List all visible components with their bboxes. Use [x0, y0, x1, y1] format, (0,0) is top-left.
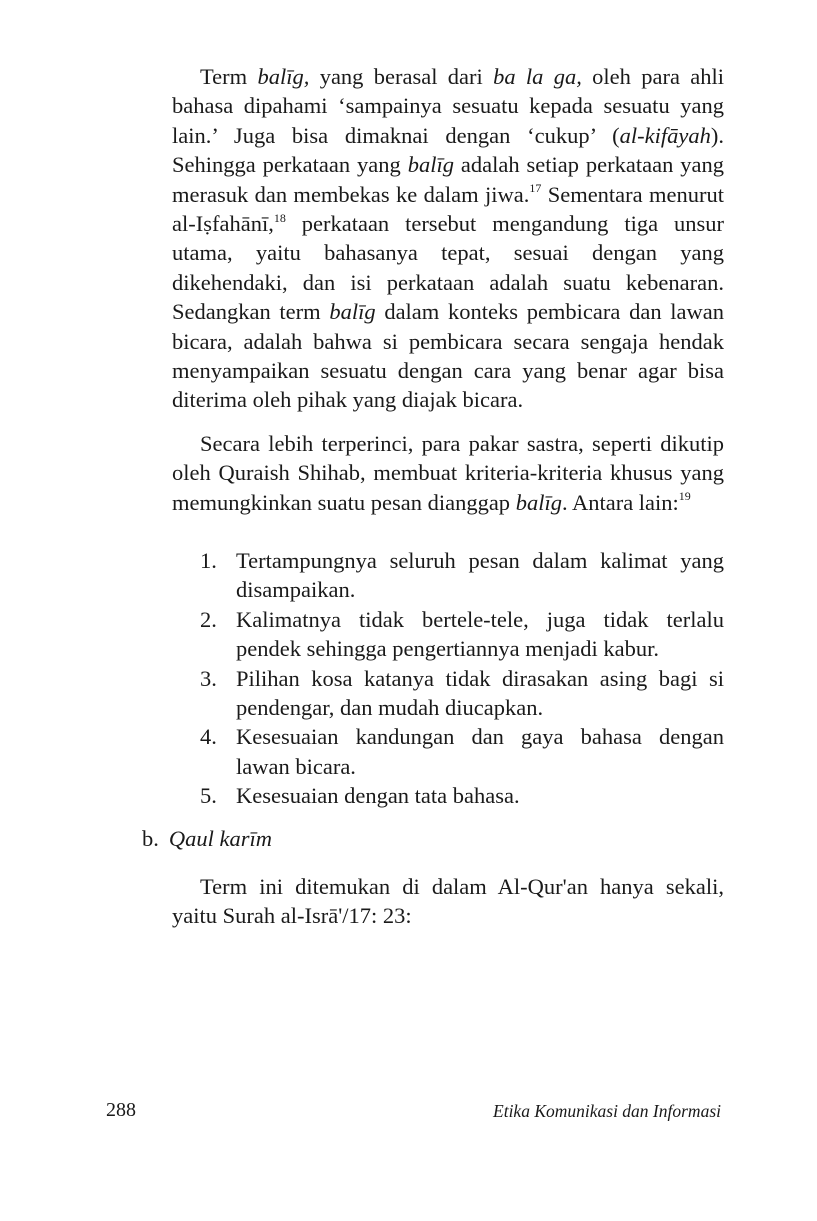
page-number: 288	[106, 1099, 136, 1121]
paragraph-text: Secara lebih terperinci, para pakar sastra, seperti dikutip oleh Quraish Shihab, membuat kriteria-kriteria khusus yang memungkinkan suatu pesan dianggap balīg. Antara lain:$^{19}$	[172, 431, 724, 515]
term-italic: balīg	[329, 299, 376, 325]
term-italic: balīg	[407, 152, 454, 178]
section-heading	[142, 824, 272, 854]
running-footer-title: Etika Komunikasi dan Informasi	[493, 1101, 721, 1121]
list-number: 5.	[200, 783, 217, 809]
term-italic: al-kifāyah	[619, 122, 711, 148]
list-item	[172, 664, 724, 723]
list-number: 1.	[200, 548, 217, 573]
footnote-ref: 19	[678, 489, 691, 504]
list-number: 2.	[200, 606, 217, 632]
paragraph-text: Term balīg, yang berasal dari ba la ga, oleh para ahli bahasa dipahami ‘sampainya sesuatu kepada sesuatu yang lain.’ Juga bisa dimaknai dengan ‘cukup’ (al-kifāyah). Sehingga perkataan yang balīg adalah setiap perkataan yang merasuk dan membekas ke dalam jiwa.$^{17}$ Sementara menurut al-Iṣfahānī,$^{18}$ perkataan tersebut mengandung tiga unsur utama, yaitu bahasanya tepat, sesuai dengan yang dikehendaki, dan isi perkataan adalah suatu kebenaran. Sedangkan term balīg dalam konteks pembicara dan lawan bicara, adalah bahwa si pembicara secara sengaja hendak menyampaikan sesuatu dengan cara yang benar agar bisa diterima oleh pihak yang diajak bicara.	[172, 64, 725, 413]
list-number: 3.	[200, 665, 217, 691]
section-letter: b.	[142, 826, 159, 851]
paragraph-balig-definition	[172, 62, 724, 415]
footnote-ref: 17	[529, 181, 542, 196]
term-italic: ba la ga,	[493, 64, 582, 89]
criteria-list	[172, 546, 724, 811]
term-italic: balīg,	[257, 64, 310, 89]
list-item-text: Kalimatnya tidak bertele-tele, juga tidak terlalu pendek sehingga pengertiannya menjadi kabur.	[236, 606, 724, 662]
list-item-text: Pilihan kosa katanya tidak dirasakan asing bagi si pendengar, dan mudah diucapkan.	[236, 665, 724, 721]
list-item	[172, 605, 724, 664]
term-italic: balīg	[515, 489, 562, 515]
list-item-text: Kesesuaian dengan tata bahasa.	[236, 783, 520, 809]
list-item-text: Tertampungnya seluruh pesan dalam kalimat yang disampaikan.	[236, 548, 724, 603]
list-number: 4.	[200, 724, 217, 750]
paragraph-text: Term ini ditemukan di dalam Al-Qur'an hanya sekali, yaitu Surah al-Isrā'/17: 23:	[172, 874, 724, 929]
section-title: Qaul karīm	[168, 826, 272, 851]
footnote-ref: 18	[273, 210, 286, 225]
list-item	[172, 722, 724, 781]
list-item	[172, 781, 724, 810]
paragraph-qaul-karim	[172, 872, 724, 931]
list-item	[172, 546, 724, 605]
paragraph-criteria-intro	[172, 429, 724, 517]
list-item-text: Kesesuaian kandungan dan gaya bahasa dengan lawan bicara.	[236, 724, 724, 779]
